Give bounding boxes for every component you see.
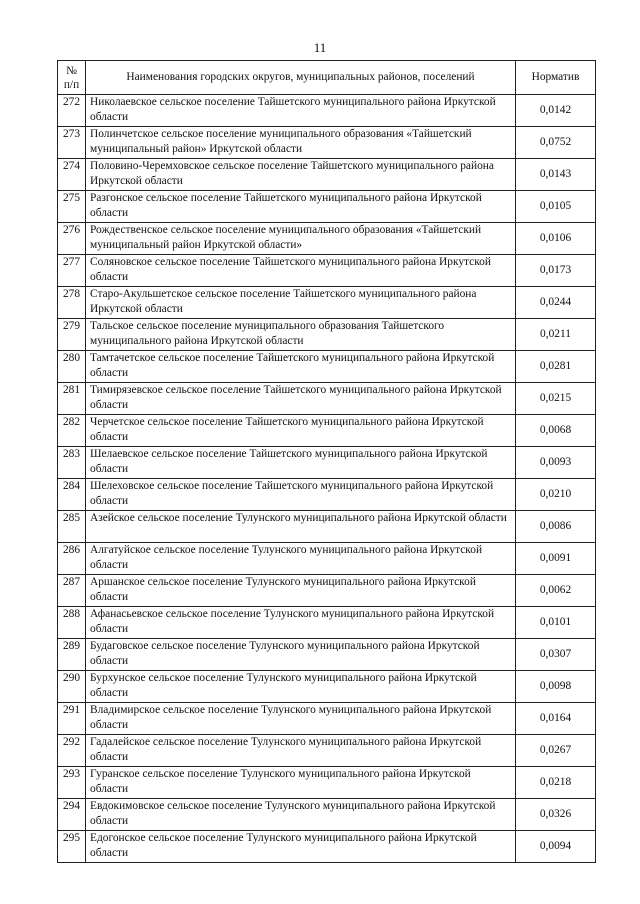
settlement-name: Бурхунское сельское поселение Тулунского муниципального района Иркутской области	[86, 671, 516, 703]
normative-value: 0,0091	[516, 543, 596, 575]
row-number: 284	[58, 479, 86, 511]
settlement-name: Разгонское сельское поселение Тайшетского муниципального района Иркутской области	[86, 191, 516, 223]
settlement-name: Гадалейское сельское поселение Тулунского муниципального района Иркутской области	[86, 735, 516, 767]
table-row	[58, 735, 596, 767]
table-row	[58, 607, 596, 639]
normative-value: 0,0164	[516, 703, 596, 735]
table-row	[58, 639, 596, 671]
table-row	[58, 447, 596, 479]
settlement-name: Гуранское сельское поселение Тулунского муниципального района Иркутской области	[86, 767, 516, 799]
row-number: 276	[58, 223, 86, 255]
table-row	[58, 255, 596, 287]
table-row	[58, 767, 596, 799]
row-number: 273	[58, 127, 86, 159]
table-body	[58, 95, 596, 863]
normative-value: 0,0244	[516, 287, 596, 319]
row-number: 295	[58, 831, 86, 863]
table-row	[58, 127, 596, 159]
settlement-name: Черчетское сельское поселение Тайшетского муниципального района Иркутской области	[86, 415, 516, 447]
table-row	[58, 479, 596, 511]
normative-value: 0,0267	[516, 735, 596, 767]
row-number: 282	[58, 415, 86, 447]
normative-value: 0,0142	[516, 95, 596, 127]
row-number: 292	[58, 735, 86, 767]
settlement-name: Тамтачетское сельское поселение Тайшетского муниципального района Иркутской области	[86, 351, 516, 383]
normative-value: 0,0218	[516, 767, 596, 799]
row-number: 278	[58, 287, 86, 319]
row-number: 289	[58, 639, 86, 671]
settlement-name: Аршанское сельское поселение Тулунского муниципального района Иркутской области	[86, 575, 516, 607]
settlement-name: Евдокимовское сельское поселение Тулунского муниципального района Иркутской области	[86, 799, 516, 831]
header-num	[58, 61, 86, 95]
normative-value: 0,0143	[516, 159, 596, 191]
settlement-name: Рождественское сельское поселение муниципального образования «Тайшетский муниципальный район Иркутской области»	[86, 223, 516, 255]
normative-value: 0,0215	[516, 383, 596, 415]
row-number: 287	[58, 575, 86, 607]
row-number: 280	[58, 351, 86, 383]
row-number: 290	[58, 671, 86, 703]
row-number: 293	[58, 767, 86, 799]
normative-value: 0,0211	[516, 319, 596, 351]
normative-value: 0,0326	[516, 799, 596, 831]
settlement-name: Шелеховское сельское поселение Тайшетского муниципального района Иркутской области	[86, 479, 516, 511]
normative-value: 0,0106	[516, 223, 596, 255]
table-row	[58, 383, 596, 415]
row-number: 274	[58, 159, 86, 191]
row-number: 283	[58, 447, 86, 479]
table-row	[58, 159, 596, 191]
settlement-name: Алгатуйское сельское поселение Тулунского муниципального района Иркутской области	[86, 543, 516, 575]
normative-value: 0,0752	[516, 127, 596, 159]
norm-table	[57, 60, 596, 863]
settlement-name: Старо-Акульшетское сельское поселение Тайшетского муниципального района Иркутской области	[86, 287, 516, 319]
row-number: 294	[58, 799, 86, 831]
normative-value: 0,0098	[516, 671, 596, 703]
settlement-name: Будаговское сельское поселение Тулунского муниципального района Иркутской области	[86, 639, 516, 671]
settlement-name: Тальское сельское поселение муниципального образования Тайшетского муниципального района Иркутской области	[86, 319, 516, 351]
row-number: 286	[58, 543, 86, 575]
table-row	[58, 511, 596, 543]
normative-value: 0,0307	[516, 639, 596, 671]
row-number: 288	[58, 607, 86, 639]
normative-value: 0,0101	[516, 607, 596, 639]
settlement-name: Шелаевское сельское поселение Тайшетского муниципального района Иркутской области	[86, 447, 516, 479]
table-row	[58, 703, 596, 735]
settlement-name: Азейское сельское поселение Тулунского муниципального района Иркутской области	[86, 511, 516, 543]
row-number: 281	[58, 383, 86, 415]
table-row	[58, 671, 596, 703]
row-number: 279	[58, 319, 86, 351]
header-value: Норматив	[516, 61, 596, 95]
settlement-name: Половино-Черемховское сельское поселение Тайшетского муниципального района Иркутской области	[86, 159, 516, 191]
settlement-name: Афанасьевское сельское поселение Тулунского муниципального района Иркутской области	[86, 607, 516, 639]
normative-value: 0,0105	[516, 191, 596, 223]
normative-value: 0,0068	[516, 415, 596, 447]
normative-value: 0,0173	[516, 255, 596, 287]
settlement-name: Соляновское сельское поселение Тайшетского муниципального района Иркутской области	[86, 255, 516, 287]
row-number: 285	[58, 511, 86, 543]
header-num-label: № п/п	[63, 64, 80, 91]
table-row	[58, 223, 596, 255]
row-number: 277	[58, 255, 86, 287]
normative-value: 0,0094	[516, 831, 596, 863]
settlement-name: Николаевское сельское поселение Тайшетского муниципального района Иркутской области	[86, 95, 516, 127]
normative-value: 0,0093	[516, 447, 596, 479]
table-row	[58, 831, 596, 863]
normative-value: 0,0062	[516, 575, 596, 607]
table-row	[58, 415, 596, 447]
normative-value: 0,0210	[516, 479, 596, 511]
table-row	[58, 287, 596, 319]
settlement-name: Едогонское сельское поселение Тулунского муниципального района Иркутской области	[86, 831, 516, 863]
settlement-name: Владимирское сельское поселение Тулунского муниципального района Иркутской области	[86, 703, 516, 735]
normative-value: 0,0086	[516, 511, 596, 543]
header-row	[58, 61, 596, 95]
row-number: 272	[58, 95, 86, 127]
page-number: 11	[313, 40, 327, 55]
table-row	[58, 543, 596, 575]
table-row	[58, 95, 596, 127]
table-row	[58, 319, 596, 351]
table-row	[58, 575, 596, 607]
table-row	[58, 191, 596, 223]
settlement-name: Полинчетское сельское поселение муниципального образования «Тайшетский муниципальный район» Иркутской области	[86, 127, 516, 159]
header-name: Наименования городских округов, муниципальных районов, поселений	[86, 61, 516, 95]
normative-value: 0,0281	[516, 351, 596, 383]
row-number: 291	[58, 703, 86, 735]
table-row	[58, 799, 596, 831]
row-number: 275	[58, 191, 86, 223]
settlement-name: Тимирязевское сельское поселение Тайшетского муниципального района Иркутской области	[86, 383, 516, 415]
table-row	[58, 351, 596, 383]
